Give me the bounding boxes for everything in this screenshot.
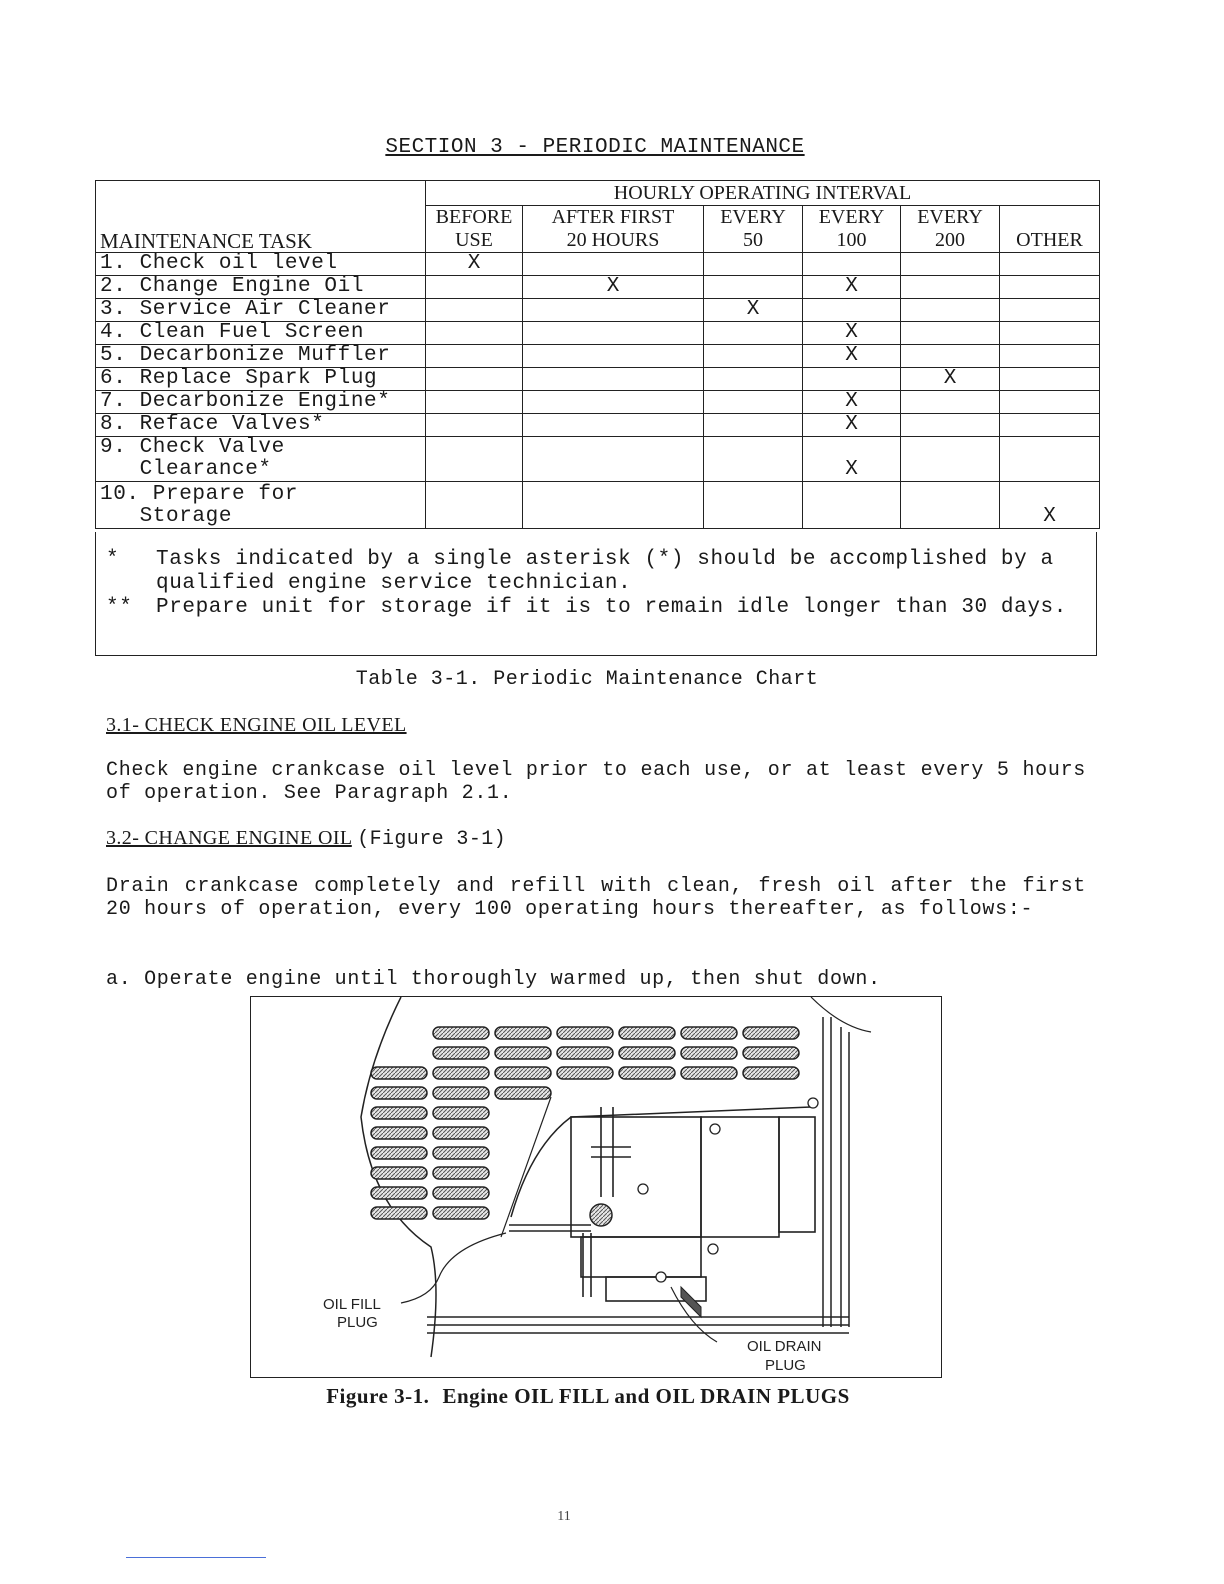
figure-caption-text: Engine OIL FILL and OIL DRAIN PLUGS bbox=[442, 1384, 850, 1408]
oil-drain-label-line1: OIL DRAIN bbox=[747, 1338, 822, 1355]
task-cell: 2. Change Engine Oil bbox=[96, 276, 426, 299]
task-cell: 5. Decarbonize Muffler bbox=[96, 345, 426, 368]
interval-mark-cell bbox=[704, 414, 803, 437]
interval-mark-cell bbox=[901, 414, 1000, 437]
column-header-line2: 100 bbox=[836, 229, 867, 251]
section-3-2-heading bbox=[106, 827, 506, 851]
interval-mark-cell bbox=[1000, 391, 1100, 414]
interval-mark-cell bbox=[803, 368, 901, 391]
column-header bbox=[1000, 206, 1100, 253]
interval-mark-cell bbox=[901, 276, 1000, 299]
table-row bbox=[96, 299, 1100, 322]
section-title: SECTION 3 - PERIODIC MAINTENANCE bbox=[385, 136, 805, 159]
task-cell: 6. Replace Spark Plug bbox=[96, 368, 426, 391]
interval-mark-cell bbox=[704, 482, 803, 529]
note-text: Tasks indicated by a single asterisk (*) should be accomplished by a qualified engine service technician. bbox=[156, 548, 1054, 595]
table-row bbox=[96, 253, 1100, 276]
interval-mark-cell bbox=[523, 414, 704, 437]
interval-mark-cell: X bbox=[803, 437, 901, 482]
interval-mark-cell bbox=[426, 322, 523, 345]
engine-illustration bbox=[251, 997, 942, 1378]
column-header-line2: 50 bbox=[743, 229, 763, 251]
figure-reference: (Figure 3-1) bbox=[357, 828, 507, 851]
column-header-line1: EVERY bbox=[720, 206, 786, 228]
interval-mark-cell: X bbox=[704, 299, 803, 322]
interval-mark-cell bbox=[704, 253, 803, 276]
interval-mark-cell: X bbox=[1000, 482, 1100, 529]
table-row bbox=[96, 391, 1100, 414]
oil-fill-label-line2: PLUG bbox=[337, 1314, 378, 1331]
interval-mark-cell bbox=[704, 322, 803, 345]
table-row bbox=[96, 276, 1100, 299]
section-3-2-body: Drain crankcase completely and refill with clean, fresh oil after the first 20 hours of operation, every 100 operating hours thereafter, as follows:- bbox=[106, 875, 1086, 921]
interval-mark-cell bbox=[1000, 253, 1100, 276]
table-row bbox=[96, 368, 1100, 391]
column-header-line1: AFTER FIRST bbox=[551, 206, 675, 228]
note-text: Prepare unit for storage if it is to remain idle longer than 30 days. bbox=[156, 596, 1067, 619]
interval-mark-cell bbox=[426, 482, 523, 529]
interval-mark-cell bbox=[803, 253, 901, 276]
table-row bbox=[96, 437, 1100, 482]
column-header-line1: BEFORE bbox=[435, 206, 513, 228]
interval-mark-cell bbox=[803, 482, 901, 529]
oil-fill-label-line1: OIL FILL bbox=[323, 1296, 381, 1313]
column-header-line2: USE bbox=[455, 229, 493, 251]
interval-mark-cell bbox=[523, 437, 704, 482]
interval-mark-cell bbox=[901, 482, 1000, 529]
column-header-line1: EVERY bbox=[917, 206, 983, 228]
interval-mark-cell bbox=[704, 276, 803, 299]
interval-mark-cell bbox=[901, 345, 1000, 368]
column-header bbox=[704, 206, 803, 253]
task-cell: 1. Check oil level bbox=[96, 253, 426, 276]
interval-mark-cell bbox=[426, 368, 523, 391]
interval-mark-cell bbox=[803, 299, 901, 322]
heading-text: 3.1- CHECK ENGINE OIL LEVEL bbox=[106, 714, 407, 736]
task-header: MAINTENANCE TASK bbox=[96, 181, 426, 253]
section-3-1-body: Check engine crankcase oil level prior to each use, or at least every 5 hours of operation. See Paragraph 2.1. bbox=[106, 759, 1086, 805]
note-mark: ** bbox=[106, 596, 133, 619]
interval-mark-cell bbox=[901, 253, 1000, 276]
interval-mark-cell bbox=[901, 437, 1000, 482]
interval-mark-cell bbox=[426, 276, 523, 299]
interval-mark-cell bbox=[1000, 414, 1100, 437]
task-cell: 4. Clean Fuel Screen bbox=[96, 322, 426, 345]
section-3-1-heading bbox=[106, 714, 407, 737]
interval-mark-cell: X bbox=[901, 368, 1000, 391]
table-row bbox=[96, 322, 1100, 345]
interval-mark-cell bbox=[426, 391, 523, 414]
interval-mark-cell bbox=[523, 482, 704, 529]
interval-mark-cell bbox=[1000, 437, 1100, 482]
interval-mark-cell bbox=[523, 391, 704, 414]
column-header bbox=[901, 206, 1000, 253]
task-cell: 10. Prepare for Storage bbox=[96, 482, 426, 529]
interval-mark-cell bbox=[426, 414, 523, 437]
task-cell: 8. Reface Valves* bbox=[96, 414, 426, 437]
column-header bbox=[426, 206, 523, 253]
column-header-line2: 200 bbox=[935, 229, 965, 251]
interval-mark-cell bbox=[901, 322, 1000, 345]
interval-mark-cell bbox=[1000, 368, 1100, 391]
interval-mark-cell bbox=[523, 368, 704, 391]
interval-mark-cell bbox=[704, 345, 803, 368]
interval-mark-cell bbox=[704, 368, 803, 391]
column-header-line2: 20 HOURS bbox=[566, 229, 660, 251]
page-number: 11 bbox=[557, 1509, 571, 1524]
interval-mark-cell bbox=[901, 299, 1000, 322]
task-cell: 3. Service Air Cleaner bbox=[96, 299, 426, 322]
table-row bbox=[96, 345, 1100, 368]
oil-drain-label-line2: PLUG bbox=[765, 1357, 806, 1374]
interval-mark-cell bbox=[1000, 322, 1100, 345]
interval-mark-cell bbox=[523, 322, 704, 345]
interval-mark-cell bbox=[523, 345, 704, 368]
table-notes bbox=[95, 532, 1097, 656]
interval-mark-cell: X bbox=[523, 276, 704, 299]
column-header bbox=[523, 206, 704, 253]
task-cell: 9. Check Valve Clearance* bbox=[96, 437, 426, 482]
interval-mark-cell bbox=[1000, 299, 1100, 322]
interval-mark-cell bbox=[523, 253, 704, 276]
interval-mark-cell: X bbox=[803, 391, 901, 414]
interval-mark-cell: X bbox=[426, 253, 523, 276]
figure-caption bbox=[0, 1384, 1176, 1410]
column-header-line1: EVERY bbox=[818, 206, 885, 228]
group-header: HOURLY OPERATING INTERVAL bbox=[426, 181, 1100, 206]
interval-mark-cell bbox=[1000, 276, 1100, 299]
note-mark: * bbox=[106, 548, 120, 571]
interval-mark-cell: X bbox=[803, 345, 901, 368]
column-header-line2: OTHER bbox=[1016, 229, 1083, 251]
interval-mark-cell bbox=[704, 437, 803, 482]
task-cell: 7. Decarbonize Engine* bbox=[96, 391, 426, 414]
interval-mark-cell bbox=[704, 391, 803, 414]
heading-text: 3.2- CHANGE ENGINE OIL bbox=[106, 827, 352, 849]
interval-mark-cell bbox=[901, 391, 1000, 414]
interval-mark-cell: X bbox=[803, 322, 901, 345]
note-double-asterisk bbox=[96, 596, 1096, 620]
engine-figure bbox=[250, 996, 942, 1378]
table-row bbox=[96, 414, 1100, 437]
interval-mark-cell bbox=[1000, 345, 1100, 368]
table-body bbox=[96, 253, 1100, 529]
interval-mark-cell bbox=[426, 437, 523, 482]
table-caption: Table 3-1. Periodic Maintenance Chart bbox=[355, 668, 819, 691]
footer-rule bbox=[126, 1557, 266, 1558]
interval-mark-cell: X bbox=[803, 414, 901, 437]
interval-mark-cell bbox=[426, 345, 523, 368]
figure-caption-prefix: Figure 3-1. bbox=[326, 1384, 430, 1408]
interval-mark-cell bbox=[523, 299, 704, 322]
note-single-asterisk bbox=[96, 548, 1096, 596]
maintenance-table bbox=[95, 180, 1100, 529]
column-header-line1 bbox=[1004, 206, 1095, 229]
interval-mark-cell: X bbox=[803, 276, 901, 299]
interval-mark-cell bbox=[426, 299, 523, 322]
step-a: a. Operate engine until thoroughly warmed up, then shut down. bbox=[106, 968, 881, 991]
column-header bbox=[803, 206, 901, 253]
table-row bbox=[96, 482, 1100, 529]
